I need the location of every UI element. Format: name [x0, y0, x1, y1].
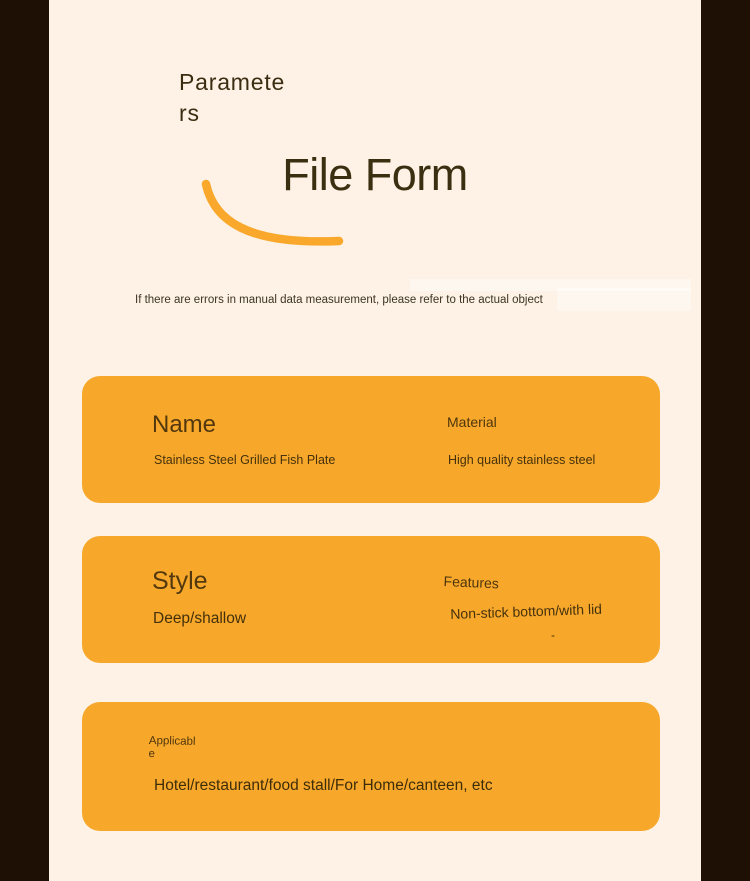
- disclaimer-text: If there are errors in manual data measurement, please refer to the actual object: [135, 294, 543, 306]
- disclaimer-highlight: [557, 288, 691, 311]
- kicker-line-1: Paramete: [179, 69, 286, 95]
- field-label-name: Name: [152, 411, 217, 438]
- spec-card-applicable: [82, 702, 660, 831]
- applicable-line-2: e: [148, 747, 156, 761]
- spec-card-style-features: [82, 536, 660, 663]
- field-value-material: High quality stainless steel: [448, 453, 596, 467]
- field-value-name: Stainless Steel Grilled Fish Plate: [154, 453, 336, 467]
- field-value-features: Non-stick bottom/with lid: [450, 600, 603, 622]
- kicker-title: [179, 67, 285, 129]
- title-underline-arc-icon: [200, 177, 345, 255]
- field-value-style: Deep/shallow: [153, 610, 247, 627]
- page-title: File Form: [282, 149, 468, 200]
- field-label-style: Style: [152, 567, 208, 595]
- field-label-features: Features: [443, 573, 500, 592]
- field-label-applicable: [148, 735, 219, 761]
- kicker-line-2: rs: [179, 100, 200, 126]
- field-value-applicable: Hotel/restaurant/food stall/For Home/canteen, etc: [154, 777, 493, 794]
- field-note-dash: -: [551, 628, 555, 642]
- field-label-material: Material: [447, 414, 497, 430]
- right-border-strip: [701, 0, 750, 881]
- applicable-line-1: Applicabl: [148, 735, 196, 748]
- left-border-strip: [0, 0, 49, 881]
- spec-card-name-material: [82, 376, 660, 503]
